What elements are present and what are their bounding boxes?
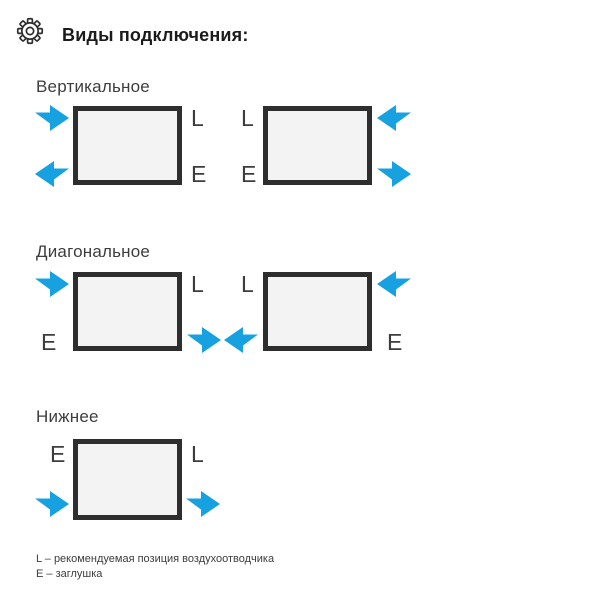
radiator-box	[73, 106, 182, 185]
radiator-box	[263, 106, 372, 185]
flow-arrow-left-icon	[377, 271, 411, 297]
flow-arrow-right-icon	[187, 327, 221, 353]
plug-label: E	[50, 441, 66, 467]
flow-arrow-left-icon	[377, 105, 411, 131]
radiator-box	[73, 272, 182, 351]
legend	[36, 552, 274, 582]
flow-arrow-right-icon	[186, 491, 220, 517]
plug-label: E	[241, 161, 257, 187]
air-vent-label: L	[191, 271, 204, 297]
legend-air-vent: L – рекомендуемая позиция воздухоотводчика	[36, 553, 275, 565]
flow-arrow-right-icon	[35, 105, 69, 131]
flow-arrow-left-icon	[35, 161, 69, 187]
plug-label: E	[41, 329, 57, 355]
flow-arrow-right-icon	[35, 491, 69, 517]
flow-arrow-right-icon	[377, 161, 411, 187]
legend-plug: E – заглушка	[36, 568, 103, 580]
air-vent-label: L	[241, 105, 254, 131]
gear-icon	[16, 17, 44, 45]
air-vent-label: L	[191, 105, 204, 131]
air-vent-label: L	[241, 271, 254, 297]
page-title: Виды подключения:	[62, 25, 249, 45]
flow-arrow-left-icon	[224, 327, 258, 353]
flow-arrow-right-icon	[35, 271, 69, 297]
radiator-box	[73, 439, 182, 520]
plug-label: E	[387, 329, 403, 355]
section-label-vertical: Вертикальное	[36, 77, 150, 96]
plug-label: E	[191, 161, 207, 187]
air-vent-label: L	[191, 441, 204, 467]
radiator-box	[263, 272, 372, 351]
section-label-diagonal: Диагональное	[36, 242, 151, 261]
section-label-bottom: Нижнее	[36, 407, 99, 426]
